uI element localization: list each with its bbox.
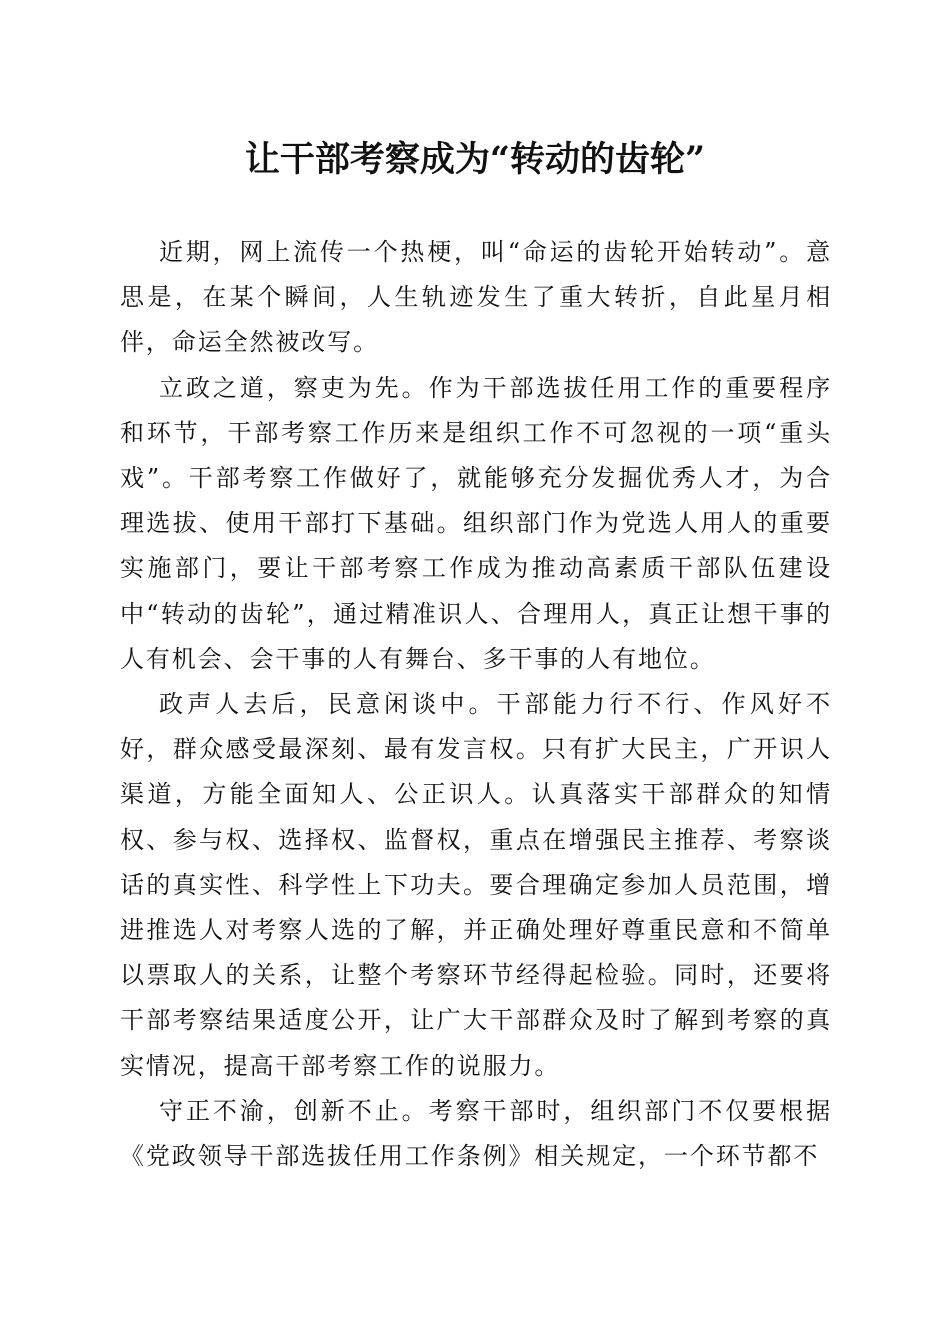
paragraph: 守正不渝，创新不止。考察干部时，组织部门不仅要根据《党政领导干部选拔任用工作条例》相关规定，一个环节都不 bbox=[120, 1096, 832, 1171]
document-body bbox=[120, 230, 832, 1179]
paragraph: 近期，网上流传一个热梗，叫“命运的齿轮开始转动”。意思是，在某个瞬间，人生轨迹发生了重大转折，自此星月相伴，命运全然被改写。 bbox=[120, 238, 832, 357]
document-title: 让干部考察成为“转动的齿轮” bbox=[244, 139, 706, 180]
paragraph: 立政之道，察吏为先。作为干部选拔任用工作的重要程序和环节，干部考察工作历来是组织工作不可忽视的一项“重头戏”。干部考察工作做好了，就能够充分发掘优秀人才，为合理选拔、使用干部打下基础。组织部门作为党选人用人的重要实施部门，要让干部考察工作成为推动高素质干部队伍建设中“转动的齿轮”，通过精准识人、合理用人，真正让想干事的人有机会、会干事的人有舞台、多干事的人有地位。 bbox=[120, 373, 832, 673]
paragraph: 政声人去后，民意闲谈中。干部能力行不行、作风好不好，群众感受最深刻、最有发言权。只有扩大民主，广开识人渠道，方能全面知人、公正识人。认真落实干部群众的知情权、参与权、选择权、监督权，重点在增强民主推荐、考察谈话的真实性、科学性上下功夫。要合理确定参加人员范围，增进推选人对考察人选的了解，并正确处理好尊重民意和不简单以票取人的关系，让整个考察环节经得起检验。同时，还要将干部考察结果适度公开，让广大干部群众及时了解到考察的真实情况，提高干部考察工作的说服力。 bbox=[120, 690, 832, 1080]
